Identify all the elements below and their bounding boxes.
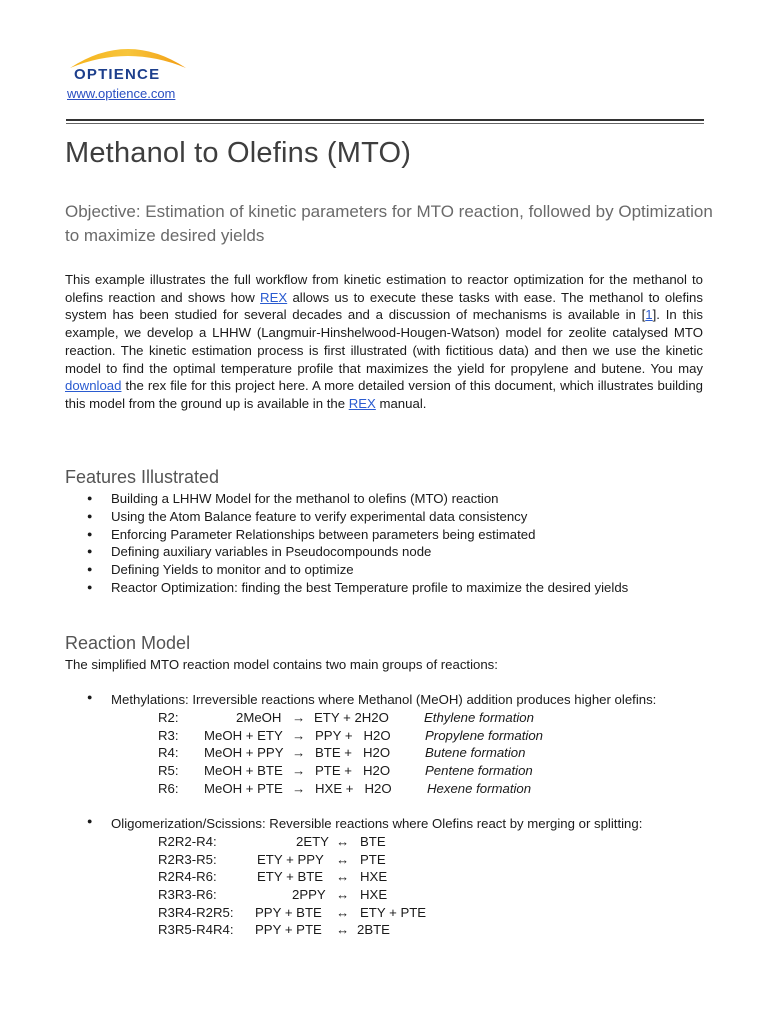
reaction-row: R3R3-R6: 2PPY ↔ HXE <box>158 887 388 903</box>
rex-link[interactable]: REX <box>260 289 288 305</box>
list-item: ● Defining Yields to monitor and to optimize <box>65 561 628 579</box>
reaction-row: R2R3-R5: ETY + PPY ↔ PTE <box>158 851 386 867</box>
optience-logo <box>66 38 190 88</box>
objective-subtitle: Objective: Estimation of kinetic parameters for MTO reaction, followed by Optimization to maximize desired yields <box>65 202 713 245</box>
reaction-model-heading: Reaction Model <box>65 633 191 653</box>
oligomerization-table <box>0 833 768 939</box>
list-item: ● Building a LHHW Model for the methanol to olefins (MTO) reaction <box>65 490 628 508</box>
methylations-table <box>0 709 768 797</box>
reaction-row: R3R4-R2R5: PPY + BTE ↔ ETY + PTE <box>158 904 427 920</box>
list-item: ● Defining auxiliary variables in Pseudocompounds node <box>65 543 628 561</box>
reaction-row: R3R5-R4R4: PPY + PTE ↔ 2BTE <box>158 922 390 938</box>
website-link[interactable]: www.optience.com <box>67 86 176 101</box>
header-divider <box>66 119 704 121</box>
methylations-label: ● Methylations: Irreversible reactions where Methanol (MeOH) addition produces higher olefins: <box>65 692 656 707</box>
reaction-row: R5: MeOH + BTE → PTE + H2O Pentene formation <box>158 763 533 779</box>
oligomerization-label: ● Oligomerization/Scissions: Reversible reactions where Olefins react by merging or splitting: <box>65 816 642 831</box>
features-list <box>65 490 628 597</box>
logo-text: OPTIENCE <box>74 66 161 83</box>
page-title: Methanol to Olefins (MTO) <box>65 137 412 169</box>
reaction-row: R3: MeOH + ETY → PPY + H2O Propylene formation <box>158 727 544 743</box>
reference-link-1[interactable]: 1 <box>645 307 653 323</box>
reaction-row: R2R4-R6: ETY + BTE ↔ HXE <box>158 869 388 885</box>
list-item: ● Enforcing Parameter Relationships between parameters being estimated <box>65 526 628 544</box>
list-item: ● Reactor Optimization: finding the best Temperature profile to maximize the desired yields <box>65 579 628 597</box>
reaction-row: R4: MeOH + PPY → BTE + H2O Butene formation <box>158 745 526 761</box>
reaction-row: R6: MeOH + PTE → HXE + H2O Hexene formation <box>158 780 532 796</box>
intro-paragraph: This example illustrates the full workflow from kinetic estimation to reactor optimization for the methanol to olefins reaction and shows how REX allows us to execute these tasks with ease. The methanol to olefins system has been studied for several decades and a discussion of mechanisms is available in [1]. In this example, we develop a LHHW (Langmuir-Hinshelwood-Hougen-Watson) model for zeolite catalysed MTO reaction. The kinetic estimation process is first illustrated (with fictitious data) and then we use the kinetic model to find the optimal temperature profile that maximizes the yield for propylene and butene. You may download the rex file for this project here. A more detailed version of this document, which illustrates building this model from the ground up is available in the REX manual. <box>65 272 703 411</box>
list-item: ● Using the Atom Balance feature to verify experimental data consistency <box>65 508 628 526</box>
reaction-model-intro: The simplified MTO reaction model contains two main groups of reactions: <box>65 657 498 672</box>
header-divider-thin <box>66 123 704 124</box>
download-link[interactable]: download <box>65 378 122 394</box>
features-heading: Features Illustrated <box>65 467 220 487</box>
reaction-row: R2R2-R4: 2ETY ↔ BTE <box>158 834 386 849</box>
rex-manual-link[interactable]: REX <box>348 395 376 411</box>
reaction-row: R2: 2MeOH → ETY + 2H2O Ethylene formation <box>158 710 534 725</box>
